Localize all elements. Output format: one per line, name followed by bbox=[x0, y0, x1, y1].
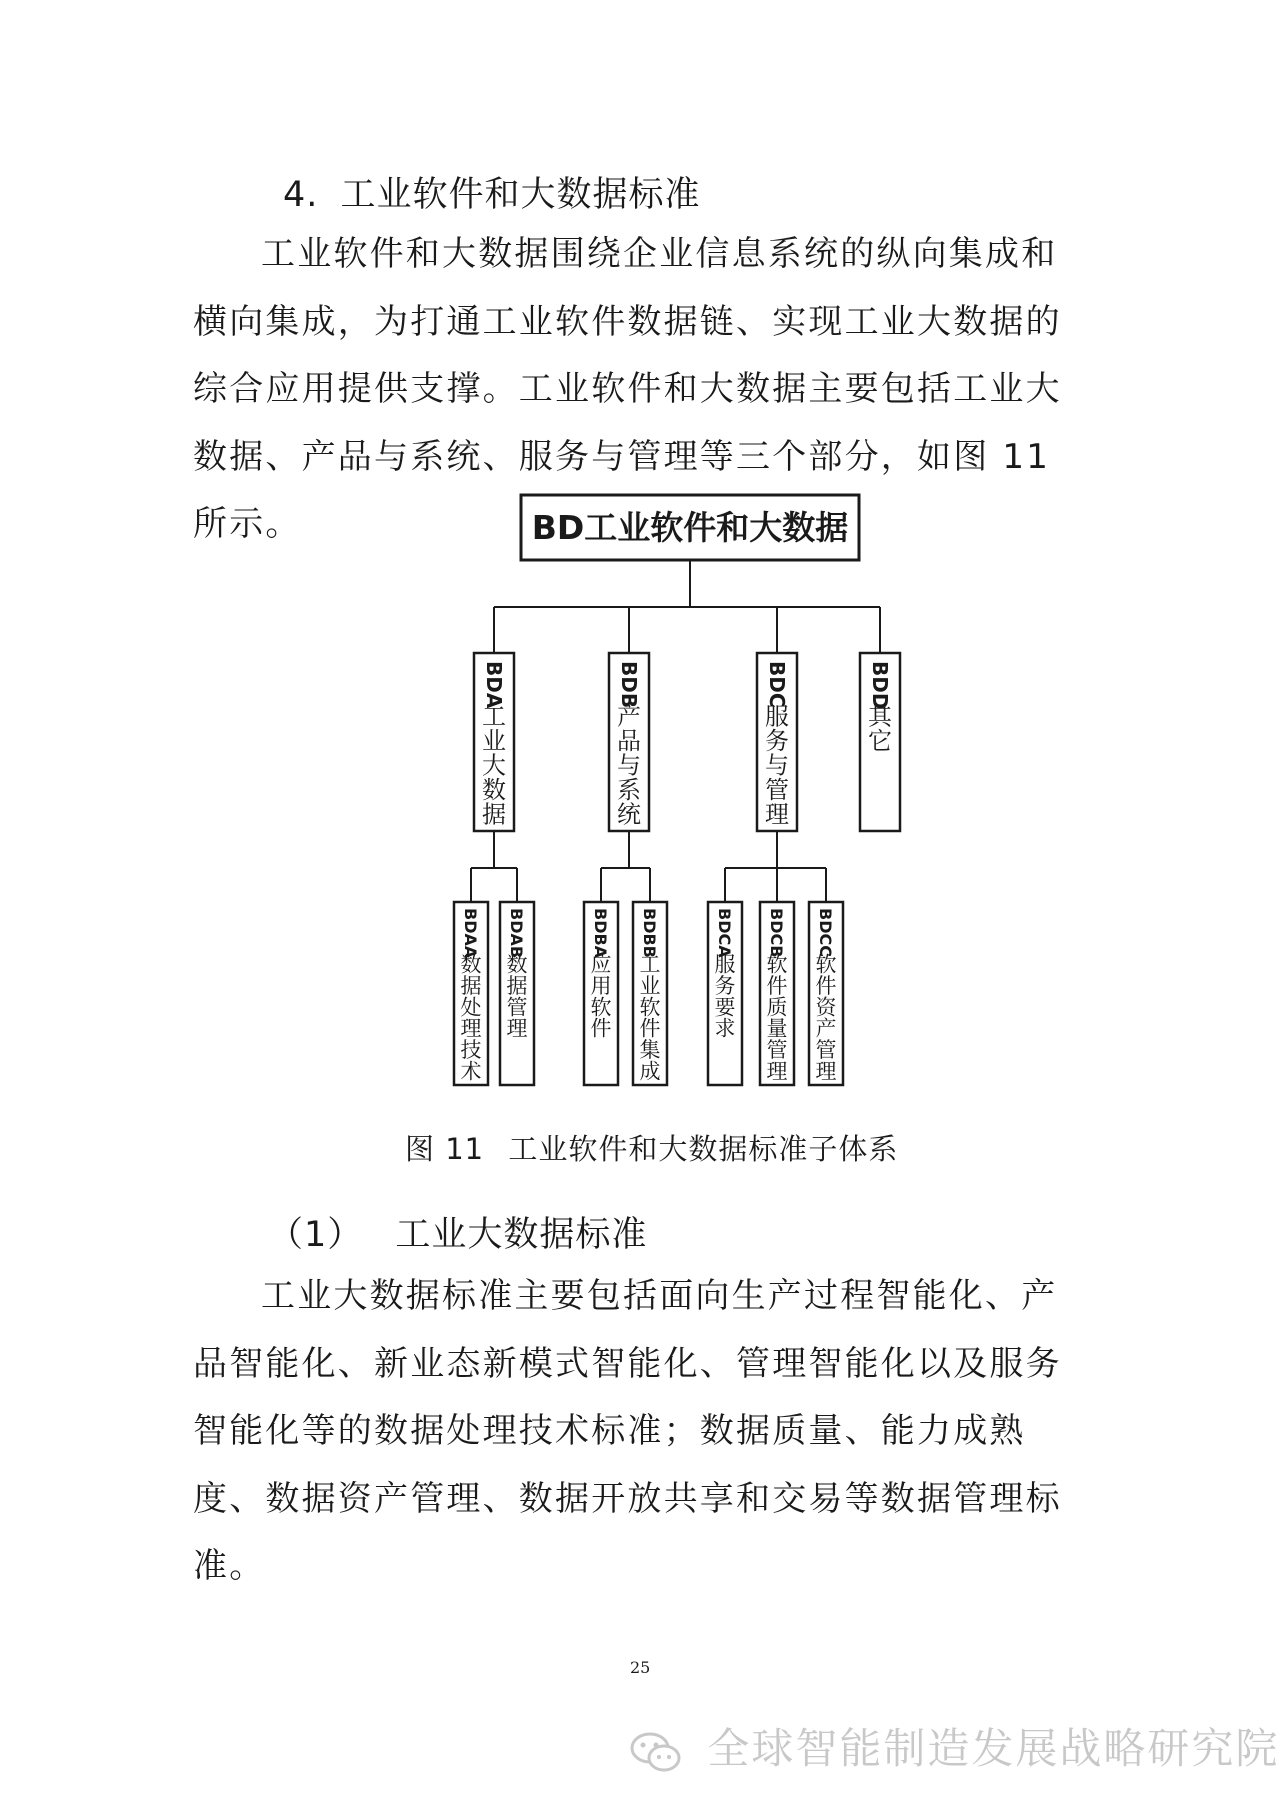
node-label-char: 软 bbox=[639, 995, 661, 1020]
node-label-char: 务 bbox=[765, 727, 789, 756]
node-label-char: 管 bbox=[506, 995, 528, 1020]
wechat-icon bbox=[628, 1730, 684, 1774]
node-code: BDD bbox=[867, 661, 892, 710]
node-label-char: 集 bbox=[639, 1038, 661, 1063]
node-label-char: 服 bbox=[765, 702, 789, 731]
node-label-char: 与 bbox=[765, 751, 789, 780]
node-label-char: 据 bbox=[460, 973, 482, 998]
paragraph-text: 工业软件和大数据围绕企业信息系统的纵向集成和横向集成，为打通工业软件数据链、实现工业大数据的综合应用提供支撑。工业软件和大数据主要包括工业大数据、产品与系统、服务与管理等三个部分，如图 11 所示。 bbox=[193, 234, 1062, 544]
node-label-char: 数 bbox=[506, 952, 528, 977]
node-label bbox=[868, 661, 893, 755]
node-code: BDA bbox=[481, 661, 506, 709]
node-label-char: 理 bbox=[815, 1059, 837, 1084]
node-code: BDCB bbox=[767, 908, 787, 958]
node-label-char: 务 bbox=[714, 973, 736, 998]
node-label-char: 用 bbox=[590, 973, 612, 998]
node-label-char: 它 bbox=[868, 727, 892, 756]
node-label-char: 其 bbox=[868, 702, 892, 731]
node-label-char: 件 bbox=[639, 1016, 661, 1041]
node-label-char: 技 bbox=[460, 1038, 482, 1063]
node-label-char: 系 bbox=[617, 776, 641, 805]
node-code: BDBB bbox=[640, 908, 660, 958]
node-label-char: 理 bbox=[506, 1016, 528, 1041]
node-label-char: 量 bbox=[766, 1016, 788, 1041]
node-label bbox=[507, 908, 528, 1041]
node-label-char: 服 bbox=[714, 952, 736, 977]
node-label-char: 应 bbox=[590, 952, 612, 977]
node-label-char: 业 bbox=[639, 973, 661, 998]
node-code: BDC bbox=[764, 661, 789, 708]
body-paragraph-2 bbox=[193, 1263, 1093, 1601]
node-code: BDAA bbox=[461, 908, 481, 959]
node-label-char: 工 bbox=[482, 702, 506, 731]
node-code: BDAB bbox=[507, 908, 527, 959]
node-label-char: 管 bbox=[815, 1038, 837, 1063]
caption-title: 工业软件和大数据标准子体系 bbox=[508, 1132, 899, 1166]
node-label-char: 数 bbox=[482, 776, 506, 805]
node-label-char: 管 bbox=[765, 776, 789, 805]
node-label-char: 软 bbox=[815, 952, 837, 977]
node-label-char: 管 bbox=[766, 1038, 788, 1063]
section-title: 工业软件和大数据标准 bbox=[340, 175, 701, 215]
node-label-char: 统 bbox=[617, 800, 641, 829]
subsection-title: 工业大数据标准 bbox=[395, 1215, 648, 1255]
node-label-char: 处 bbox=[460, 995, 482, 1020]
node-label-char: 理 bbox=[460, 1016, 482, 1041]
node-label bbox=[767, 908, 788, 1084]
subsection-number: （1） bbox=[268, 1215, 364, 1255]
node-label bbox=[715, 908, 736, 1041]
node-label bbox=[816, 908, 838, 1084]
node-label-char: 据 bbox=[482, 800, 506, 829]
node-label-char: 软 bbox=[766, 952, 788, 977]
node-label-char: 件 bbox=[590, 1016, 612, 1041]
node-label-char: 工 bbox=[639, 952, 661, 977]
node-label-char: 大 bbox=[482, 751, 506, 780]
node-label-char: 与 bbox=[617, 751, 641, 780]
node-label-char: 资 bbox=[815, 995, 837, 1020]
subsection-heading bbox=[268, 1207, 647, 1257]
node-label bbox=[461, 908, 482, 1084]
watermark-text: 全球智能制造发展战略研究院 bbox=[707, 1724, 1280, 1773]
figure-caption bbox=[405, 1127, 898, 1168]
node-label bbox=[765, 661, 789, 829]
node-label bbox=[482, 661, 506, 829]
node-label-char: 件 bbox=[766, 973, 788, 998]
node-label-char: 品 bbox=[617, 727, 641, 756]
paragraph-text-2: 工业大数据标准主要包括面向生产过程智能化、产品智能化、新业态新模式智能化、管理智能化以及服务智能化等的数据处理技术标准；数据质量、能力成熟度、数据资产管理、数据开放共享和交易等数据管理标准。 bbox=[193, 1276, 1062, 1586]
node-label-char: 产 bbox=[815, 1016, 837, 1041]
node-label-char: 理 bbox=[766, 1059, 788, 1084]
connector-lines bbox=[471, 560, 880, 902]
node-label bbox=[617, 661, 641, 829]
node-label-char: 求 bbox=[714, 1016, 736, 1041]
node-label bbox=[640, 908, 661, 1084]
caption-number: 图 11 bbox=[405, 1132, 485, 1166]
node-code: BDCA bbox=[715, 908, 735, 958]
node-label-char: 术 bbox=[460, 1059, 482, 1084]
node-code: BDBA bbox=[591, 908, 611, 959]
node-code: BDCC bbox=[816, 908, 836, 957]
node-label-char: 产 bbox=[617, 702, 641, 731]
node-label-char: 业 bbox=[482, 727, 506, 756]
watermark bbox=[628, 1716, 1279, 1776]
node-label-char: 理 bbox=[765, 800, 789, 829]
node-label-char: 成 bbox=[639, 1059, 661, 1084]
node-label-char: 件 bbox=[815, 973, 837, 998]
node-code: BDB bbox=[616, 661, 641, 709]
section-number: 4. bbox=[283, 175, 319, 215]
node-label-char: 数 bbox=[460, 952, 482, 977]
node-label-char: 要 bbox=[714, 995, 736, 1020]
node-label bbox=[591, 908, 612, 1041]
node-label-char: 软 bbox=[590, 995, 612, 1020]
node-label-char: 质 bbox=[766, 995, 788, 1020]
node-label-char: 据 bbox=[506, 973, 528, 998]
page-number: 25 bbox=[630, 1658, 651, 1677]
root-node-label: BD工业软件和大数据 bbox=[531, 508, 849, 547]
